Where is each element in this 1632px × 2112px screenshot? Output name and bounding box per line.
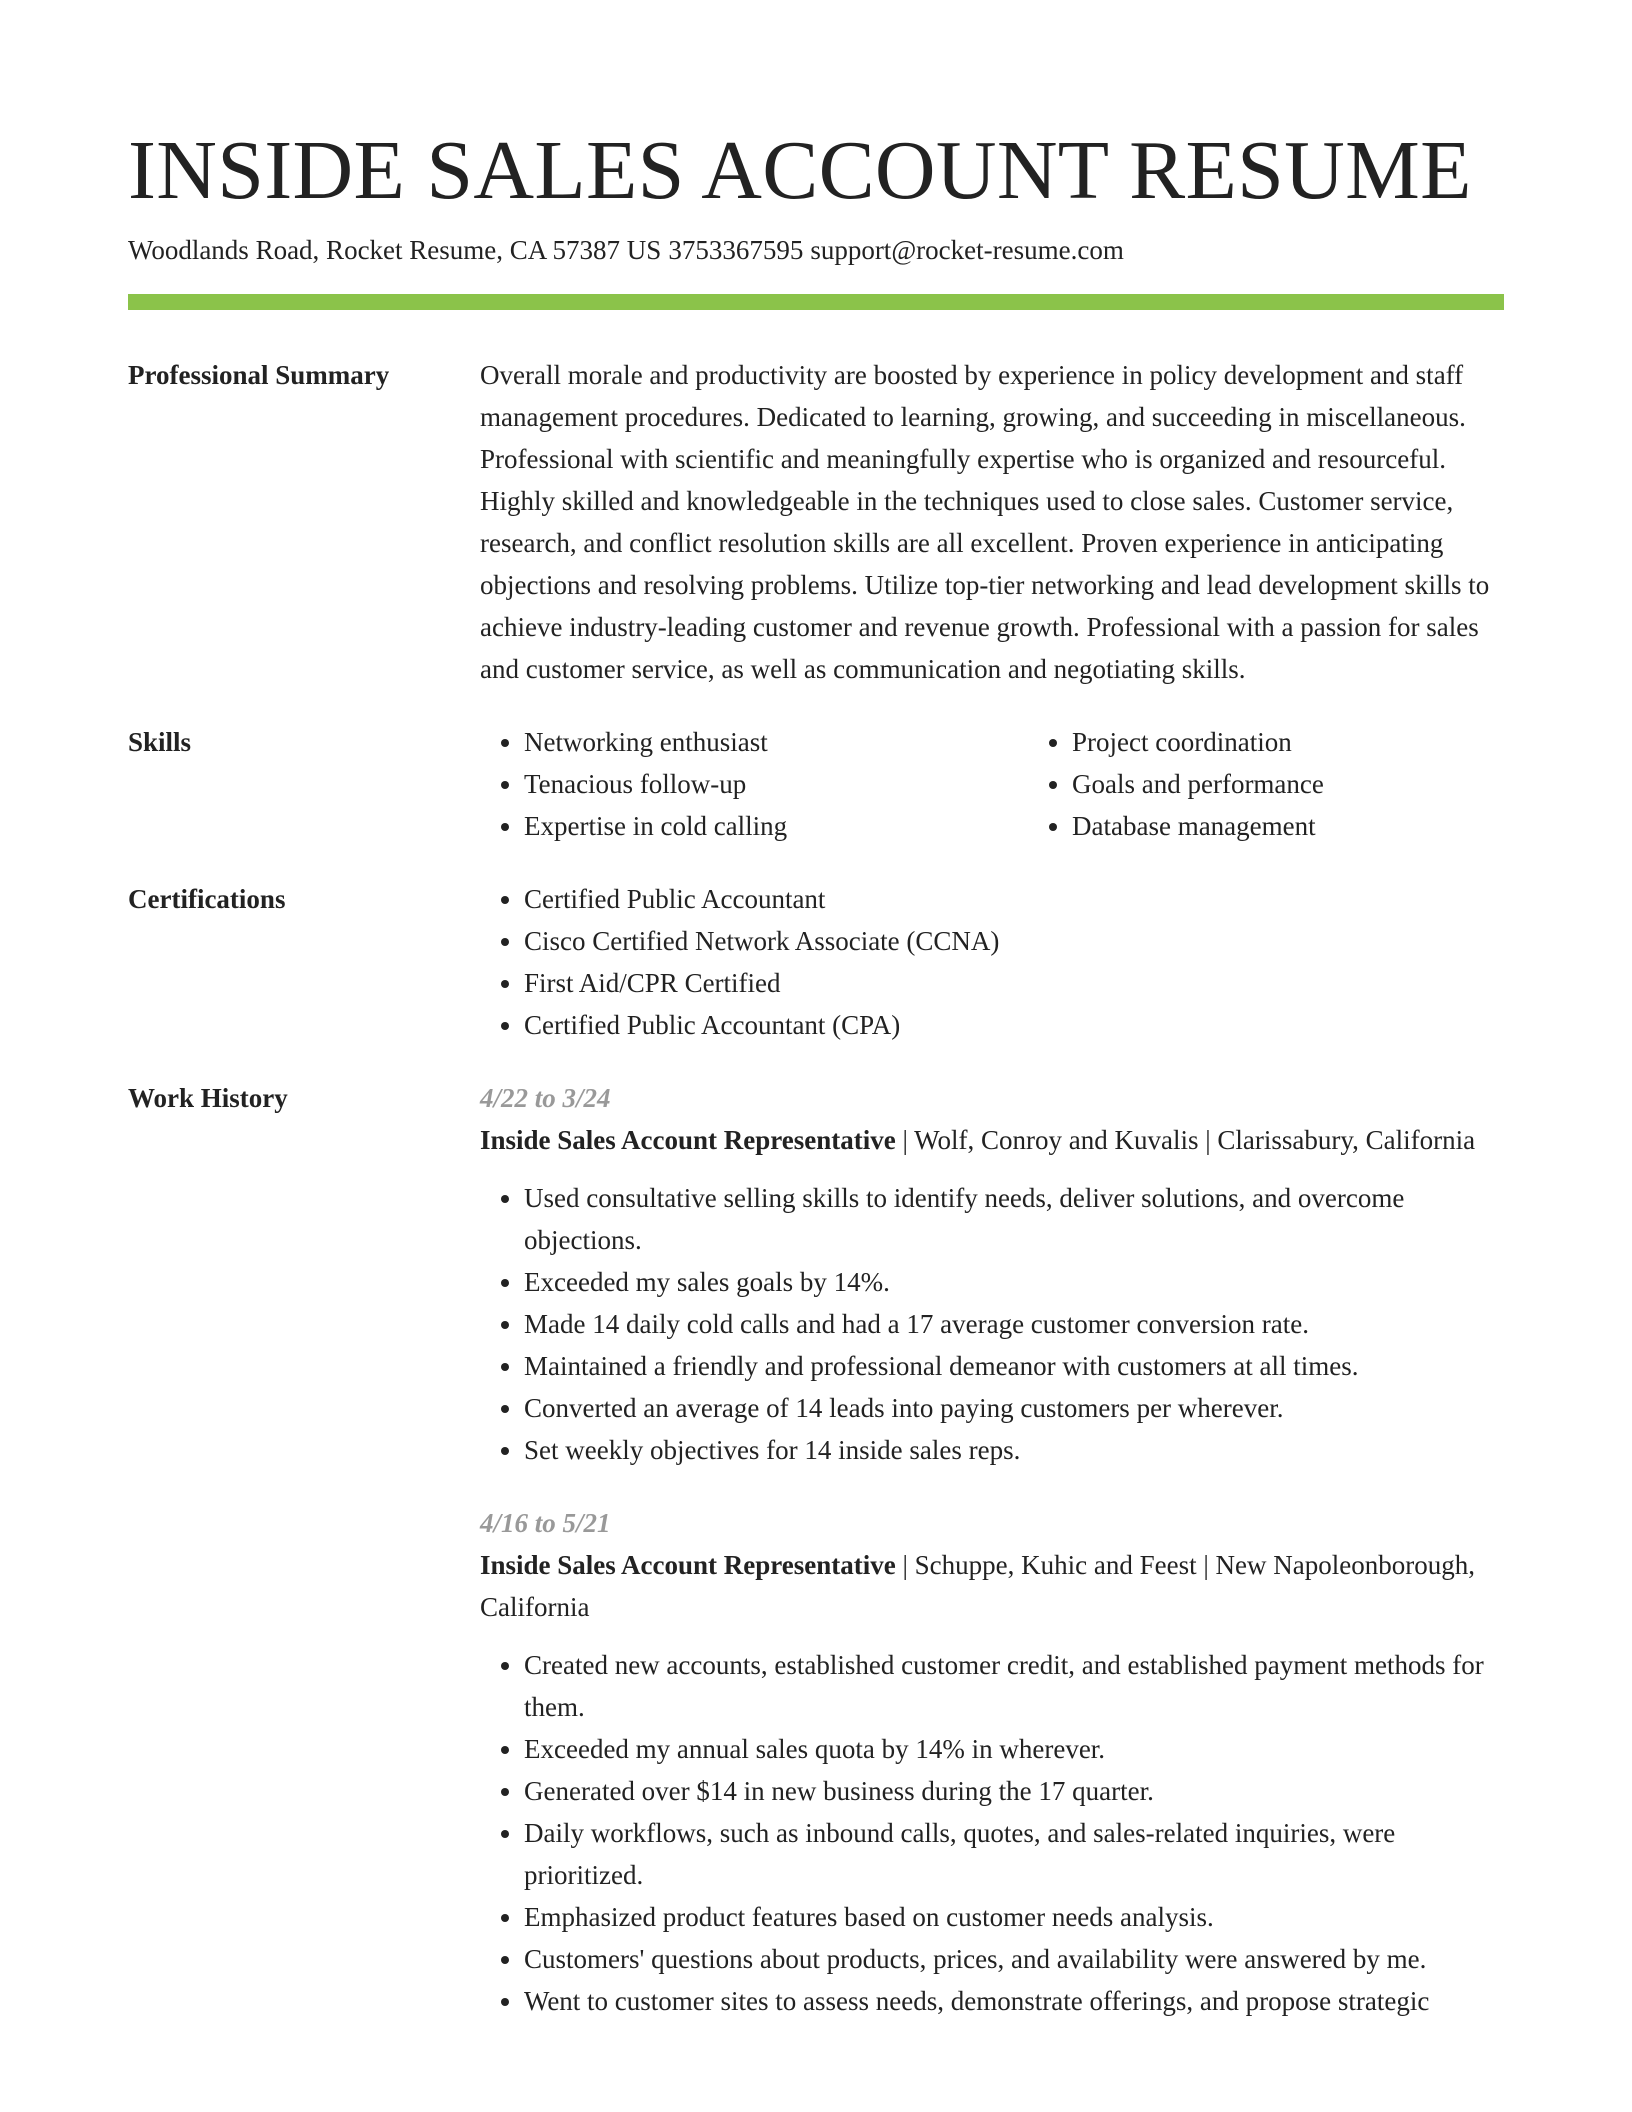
header-divider <box>128 294 1504 310</box>
skills-list-right <box>1028 721 1532 847</box>
skill-item: • Expertise in cold calling <box>524 805 984 847</box>
job-bullet: • Emphasized product features based on customer needs analysis. <box>524 1896 1504 1938</box>
job-bullet: • Made 14 daily cold calls and had a 17 average customer conversion rate. <box>524 1303 1504 1345</box>
job-bullet: • Created new accounts, established customer credit, and established payment methods for them. <box>524 1644 1504 1728</box>
contact-phone: 3753367595 <box>668 235 804 265</box>
job-heading-line <box>480 1119 1504 1161</box>
job-bullets <box>480 1644 1504 2022</box>
certification-item: • Certified Public Accountant (CPA) <box>524 1004 1504 1046</box>
work-history-heading: Work History <box>128 1083 288 1113</box>
job-dates: 4/16 to 5/21 <box>480 1508 611 1538</box>
summary-heading: Professional Summary <box>128 360 390 390</box>
job-bullet: • Generated over $14 in new business during the 17 quarter. <box>524 1770 1504 1812</box>
summary-section <box>128 354 1504 690</box>
job-heading-line <box>480 1544 1504 1628</box>
job-bullets <box>480 1177 1504 1471</box>
job-entry <box>480 1502 1504 2022</box>
job-entry <box>480 1077 1504 1471</box>
skill-item: • Project coordination <box>1072 721 1532 763</box>
job-bullet: • Exceeded my annual sales quota by 14% in wherever. <box>524 1728 1504 1770</box>
certification-item: • Certified Public Accountant <box>524 878 1504 920</box>
contact-line <box>128 232 1504 268</box>
certifications-list <box>480 878 1504 1046</box>
job-bullet: • Exceeded my sales goals by 14%. <box>524 1261 1504 1303</box>
job-employer-location: | Schuppe, Kuhic and Feest | New Napoleonborough, California <box>480 1550 1475 1622</box>
certification-item: • Cisco Certified Network Associate (CCNA) <box>524 920 1504 962</box>
contact-email: support@rocket-resume.com <box>810 235 1124 265</box>
job-bullet: • Maintained a friendly and professional demeanor with customers at all times. <box>524 1345 1504 1387</box>
job-employer-location: | Wolf, Conroy and Kuvalis | Clarissabury, California <box>895 1125 1476 1155</box>
job-title: Inside Sales Account Representative <box>480 1125 896 1155</box>
job-dates: 4/22 to 3/24 <box>480 1083 611 1113</box>
summary-text: Overall morale and productivity are boosted by experience in policy development and staff management procedures. Dedicated to learning, growing, and succeeding in miscellaneous. Professional with scientific and meaningfully expertise who is organized and resourceful. Highly skilled and knowledgeable in the techniques used to close sales. Customer service, research, and conflict resolution skills are all excellent. Proven experience in anticipating objections and resolving problems. Utilize top-tier networking and lead development skills to achieve industry-leading customer and revenue growth. Professional with a passion for sales and customer service, as well as communication and negotiating skills. <box>480 360 1490 684</box>
resume-page <box>128 0 1504 2022</box>
skills-list-left <box>480 721 984 847</box>
work-history-section <box>128 1077 1504 2022</box>
job-bullet: • Set weekly objectives for 14 inside sales reps. <box>524 1429 1504 1471</box>
skill-item: • Tenacious follow-up <box>524 763 984 805</box>
job-bullet: • Daily workflows, such as inbound calls, quotes, and sales-related inquiries, were prioritized. <box>524 1812 1504 1896</box>
skills-heading: Skills <box>128 727 192 757</box>
job-bullet: • Converted an average of 14 leads into paying customers per wherever. <box>524 1387 1504 1429</box>
job-title: Inside Sales Account Representative <box>480 1550 896 1580</box>
certifications-section <box>128 878 1504 1046</box>
certifications-heading: Certifications <box>128 884 286 914</box>
job-bullet: • Went to customer sites to assess needs, demonstrate offerings, and propose strategic <box>524 1980 1504 2022</box>
skill-item: • Goals and performance <box>1072 763 1532 805</box>
contact-address: Woodlands Road, Rocket Resume, CA 57387 US <box>128 235 662 265</box>
job-bullet: • Used consultative selling skills to identify needs, deliver solutions, and overcome objections. <box>524 1177 1504 1261</box>
skills-section <box>128 721 1504 847</box>
skill-item: • Database management <box>1072 805 1532 847</box>
job-bullet: • Customers' questions about products, prices, and availability were answered by me. <box>524 1938 1504 1980</box>
certification-item: • First Aid/CPR Certified <box>524 962 1504 1004</box>
resume-title: INSIDE SALES ACCOUNT RESUME <box>128 124 1472 217</box>
skill-item: • Networking enthusiast <box>524 721 984 763</box>
